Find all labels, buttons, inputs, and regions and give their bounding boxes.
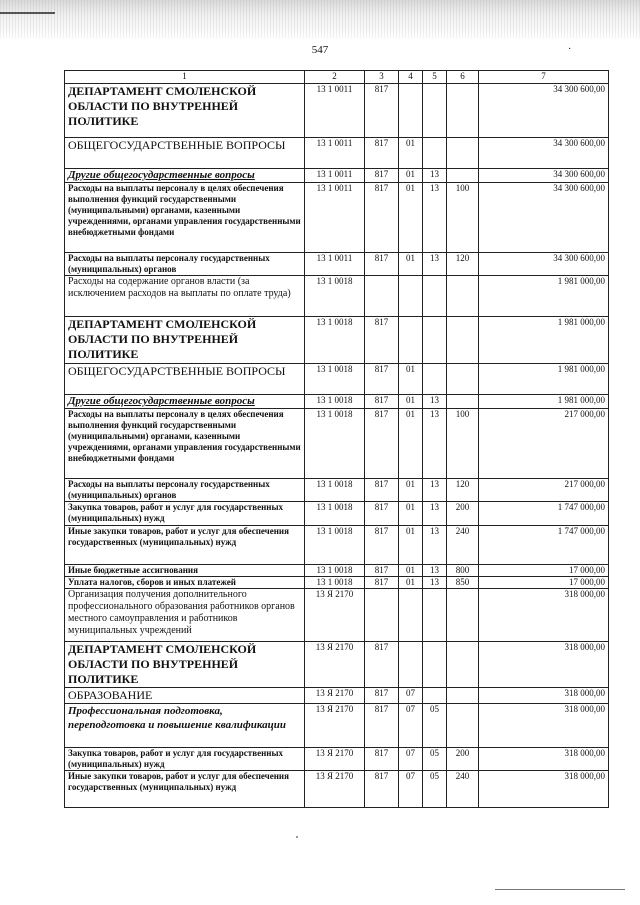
row-section-cell: 01	[399, 526, 423, 565]
row-expense-type-cell	[447, 642, 479, 688]
row-section-cell: 01	[399, 364, 423, 395]
row-expense-type-cell: 100	[447, 409, 479, 479]
row-amount-cell: 1 981 000,00	[479, 395, 609, 409]
row-expense-type-cell: 800	[447, 565, 479, 577]
row-code-cell: 13 1 0018	[305, 479, 365, 502]
table-row	[65, 642, 609, 688]
table-row	[65, 577, 609, 589]
scan-header-noise	[0, 0, 640, 38]
row-expense-type-cell: 120	[447, 479, 479, 502]
row-ministry-cell: 817	[365, 169, 399, 183]
row-subsection-cell: 05	[423, 748, 447, 771]
row-amount-cell: 17 000,00	[479, 565, 609, 577]
row-expense-type-cell: 200	[447, 748, 479, 771]
row-code-cell: 13 Я 2170	[305, 748, 365, 771]
row-expense-type-cell: 120	[447, 253, 479, 276]
row-subsection-cell: 13	[423, 395, 447, 409]
row-name-cell: Организация получения дополнительного профессионального образования работников органов местного самоуправления и работников муниципальных учреждений	[65, 589, 305, 642]
table-row	[65, 183, 609, 253]
row-section-cell: 01	[399, 479, 423, 502]
row-amount-cell: 318 000,00	[479, 704, 609, 748]
row-ministry-cell: 817	[365, 183, 399, 253]
row-expense-type-cell	[447, 704, 479, 748]
row-amount-cell: 1 981 000,00	[479, 317, 609, 364]
row-expense-type-cell	[447, 364, 479, 395]
table-row	[65, 253, 609, 276]
row-expense-type-cell	[447, 395, 479, 409]
row-subsection-cell	[423, 642, 447, 688]
row-ministry-cell: 817	[365, 565, 399, 577]
row-name-cell: Закупка товаров, работ и услуг для государственных (муниципальных) нужд	[65, 502, 305, 526]
row-section-cell: 01	[399, 138, 423, 169]
row-ministry-cell: 817	[365, 364, 399, 395]
row-amount-cell: 34 300 600,00	[479, 169, 609, 183]
row-section-cell	[399, 589, 423, 642]
row-expense-type-cell	[447, 276, 479, 317]
row-subsection-cell: 13	[423, 526, 447, 565]
row-code-cell: 13 1 0018	[305, 395, 365, 409]
row-expense-type-cell	[447, 138, 479, 169]
row-amount-cell: 17 000,00	[479, 577, 609, 589]
row-ministry-cell: 817	[365, 704, 399, 748]
row-code-cell: 13 1 0011	[305, 138, 365, 169]
row-name-cell: Расходы на выплаты персоналу государственных (муниципальных) органов	[65, 479, 305, 502]
row-section-cell: 07	[399, 748, 423, 771]
row-name-cell: ДЕПАРТАМЕНТ СМОЛЕНСКОЙ ОБЛАСТИ ПО ВНУТРЕННЕЙ ПОЛИТИКЕ	[65, 642, 305, 688]
row-name-cell: Расходы на выплаты персоналу в целях обеспечения выполнения функций государственными (муниципальными) органами, казенными учреждениями, органами управления государственными внебюджетными фондами	[65, 183, 305, 253]
row-code-cell: 13 1 0018	[305, 409, 365, 479]
column-header: 1	[65, 71, 305, 84]
row-code-cell: 13 Я 2170	[305, 589, 365, 642]
row-section-cell: 01	[399, 183, 423, 253]
page-number: 547	[311, 44, 329, 56]
row-expense-type-cell: 240	[447, 771, 479, 808]
row-section-cell: 01	[399, 169, 423, 183]
table-row	[65, 276, 609, 317]
row-subsection-cell	[423, 317, 447, 364]
row-amount-cell: 318 000,00	[479, 589, 609, 642]
table-row	[65, 771, 609, 808]
row-ministry-cell: 817	[365, 642, 399, 688]
row-ministry-cell: 817	[365, 771, 399, 808]
row-ministry-cell: 817	[365, 577, 399, 589]
row-name-cell: ОБЩЕГОСУДАРСТВЕННЫЕ ВОПРОСЫ	[65, 138, 305, 169]
row-ministry-cell: 817	[365, 502, 399, 526]
row-name-cell: ДЕПАРТАМЕНТ СМОЛЕНСКОЙ ОБЛАСТИ ПО ВНУТРЕННЕЙ ПОЛИТИКЕ	[65, 317, 305, 364]
scan-footer-line	[495, 889, 625, 890]
row-subsection-cell: 13	[423, 502, 447, 526]
row-section-cell: 01	[399, 253, 423, 276]
table-row	[65, 502, 609, 526]
table-row	[65, 688, 609, 704]
table-row	[65, 364, 609, 395]
row-subsection-cell: 05	[423, 704, 447, 748]
row-code-cell: 13 1 0011	[305, 183, 365, 253]
row-expense-type-cell: 850	[447, 577, 479, 589]
row-expense-type-cell	[447, 317, 479, 364]
row-code-cell: 13 1 0018	[305, 364, 365, 395]
row-name-cell: Иные закупки товаров, работ и услуг для обеспечения государственных (муниципальных) нужд	[65, 771, 305, 808]
row-code-cell: 13 Я 2170	[305, 642, 365, 688]
row-code-cell: 13 1 0018	[305, 526, 365, 565]
row-expense-type-cell: 240	[447, 526, 479, 565]
row-amount-cell: 34 300 600,00	[479, 84, 609, 138]
row-section-cell	[399, 642, 423, 688]
table-row	[65, 479, 609, 502]
row-name-cell: Расходы на выплаты персоналу государственных (муниципальных) органов	[65, 253, 305, 276]
row-section-cell: 01	[399, 502, 423, 526]
row-amount-cell: 34 300 600,00	[479, 183, 609, 253]
row-subsection-cell: 13	[423, 565, 447, 577]
row-subsection-cell: 05	[423, 771, 447, 808]
row-subsection-cell	[423, 688, 447, 704]
row-section-cell	[399, 84, 423, 138]
row-subsection-cell: 13	[423, 169, 447, 183]
row-code-cell: 13 1 0018	[305, 565, 365, 577]
table-row	[65, 409, 609, 479]
row-subsection-cell: 13	[423, 409, 447, 479]
row-section-cell: 07	[399, 688, 423, 704]
row-expense-type-cell: 200	[447, 502, 479, 526]
table-row	[65, 395, 609, 409]
row-amount-cell: 1 981 000,00	[479, 276, 609, 317]
column-header: 3	[365, 71, 399, 84]
column-header: 4	[399, 71, 423, 84]
row-name-cell: Расходы на выплаты персоналу в целях обеспечения выполнения функций государственными (муниципальными) органами, казенными учреждениями, органами управления государственными внебюджетными фондами	[65, 409, 305, 479]
row-code-cell: 13 Я 2170	[305, 771, 365, 808]
row-ministry-cell: 817	[365, 479, 399, 502]
row-amount-cell: 34 300 600,00	[479, 253, 609, 276]
row-subsection-cell: 13	[423, 577, 447, 589]
row-ministry-cell: 817	[365, 409, 399, 479]
row-name-cell: Другие общегосударственные вопросы	[65, 169, 305, 183]
row-section-cell: 07	[399, 704, 423, 748]
row-section-cell: 07	[399, 771, 423, 808]
row-ministry-cell: 817	[365, 395, 399, 409]
row-section-cell: 01	[399, 409, 423, 479]
row-amount-cell: 318 000,00	[479, 748, 609, 771]
table-row	[65, 169, 609, 183]
table-row	[65, 704, 609, 748]
row-name-cell: ОБРАЗОВАНИЕ	[65, 688, 305, 704]
row-ministry-cell: 817	[365, 748, 399, 771]
scan-speck	[296, 836, 298, 838]
row-ministry-cell: 817	[365, 317, 399, 364]
row-section-cell	[399, 317, 423, 364]
row-code-cell: 13 Я 2170	[305, 688, 365, 704]
row-name-cell: ОБЩЕГОСУДАРСТВЕННЫЕ ВОПРОСЫ	[65, 364, 305, 395]
table-row	[65, 317, 609, 364]
row-amount-cell: 34 300 600,00	[479, 138, 609, 169]
row-name-cell: Иные бюджетные ассигнования	[65, 565, 305, 577]
table-header-row	[65, 71, 609, 84]
row-amount-cell: 318 000,00	[479, 771, 609, 808]
row-code-cell: 13 1 0011	[305, 169, 365, 183]
row-code-cell: 13 Я 2170	[305, 704, 365, 748]
row-name-cell: Другие общегосударственные вопросы	[65, 395, 305, 409]
row-amount-cell: 1 747 000,00	[479, 502, 609, 526]
row-expense-type-cell	[447, 688, 479, 704]
row-section-cell: 01	[399, 395, 423, 409]
row-ministry-cell: 817	[365, 84, 399, 138]
row-name-cell: Иные закупки товаров, работ и услуг для обеспечения государственных (муниципальных) нужд	[65, 526, 305, 565]
row-section-cell	[399, 276, 423, 317]
row-section-cell: 01	[399, 577, 423, 589]
corner-mark: ·	[568, 44, 572, 55]
row-subsection-cell	[423, 276, 447, 317]
column-header: 2	[305, 71, 365, 84]
scan-mark	[0, 12, 55, 14]
row-expense-type-cell	[447, 169, 479, 183]
row-subsection-cell: 13	[423, 479, 447, 502]
row-ministry-cell: 817	[365, 138, 399, 169]
row-code-cell: 13 1 0018	[305, 502, 365, 526]
row-name-cell: ДЕПАРТАМЕНТ СМОЛЕНСКОЙ ОБЛАСТИ ПО ВНУТРЕННЕЙ ПОЛИТИКЕ	[65, 84, 305, 138]
row-ministry-cell	[365, 589, 399, 642]
row-code-cell: 13 1 0011	[305, 253, 365, 276]
row-amount-cell: 1 981 000,00	[479, 364, 609, 395]
column-header: 5	[423, 71, 447, 84]
row-name-cell: Уплата налогов, сборов и иных платежей	[65, 577, 305, 589]
row-section-cell: 01	[399, 565, 423, 577]
row-name-cell: Профессиональная подготовка, переподготовка и повышение квалификации	[65, 704, 305, 748]
row-ministry-cell	[365, 276, 399, 317]
table-row	[65, 748, 609, 771]
row-expense-type-cell	[447, 84, 479, 138]
table-row	[65, 589, 609, 642]
row-expense-type-cell	[447, 589, 479, 642]
row-name-cell: Закупка товаров, работ и услуг для государственных (муниципальных) нужд	[65, 748, 305, 771]
table-row	[65, 526, 609, 565]
row-name-cell: Расходы на содержание органов власти (за исключением расходов на выплаты по оплате труда)	[65, 276, 305, 317]
row-subsection-cell	[423, 138, 447, 169]
row-subsection-cell	[423, 589, 447, 642]
row-subsection-cell: 13	[423, 253, 447, 276]
budget-table-body	[65, 71, 609, 808]
table-row	[65, 84, 609, 138]
row-subsection-cell: 13	[423, 183, 447, 253]
row-amount-cell: 1 747 000,00	[479, 526, 609, 565]
row-code-cell: 13 1 0018	[305, 276, 365, 317]
row-subsection-cell	[423, 364, 447, 395]
row-amount-cell: 217 000,00	[479, 479, 609, 502]
table-row	[65, 565, 609, 577]
row-amount-cell: 217 000,00	[479, 409, 609, 479]
row-code-cell: 13 1 0018	[305, 577, 365, 589]
row-amount-cell: 318 000,00	[479, 642, 609, 688]
row-code-cell: 13 1 0011	[305, 84, 365, 138]
row-ministry-cell: 817	[365, 253, 399, 276]
row-ministry-cell: 817	[365, 688, 399, 704]
row-expense-type-cell: 100	[447, 183, 479, 253]
row-ministry-cell: 817	[365, 526, 399, 565]
column-header: 7	[479, 71, 609, 84]
row-amount-cell: 318 000,00	[479, 688, 609, 704]
budget-table	[64, 70, 609, 808]
table-row	[65, 138, 609, 169]
row-subsection-cell	[423, 84, 447, 138]
row-code-cell: 13 1 0018	[305, 317, 365, 364]
column-header: 6	[447, 71, 479, 84]
